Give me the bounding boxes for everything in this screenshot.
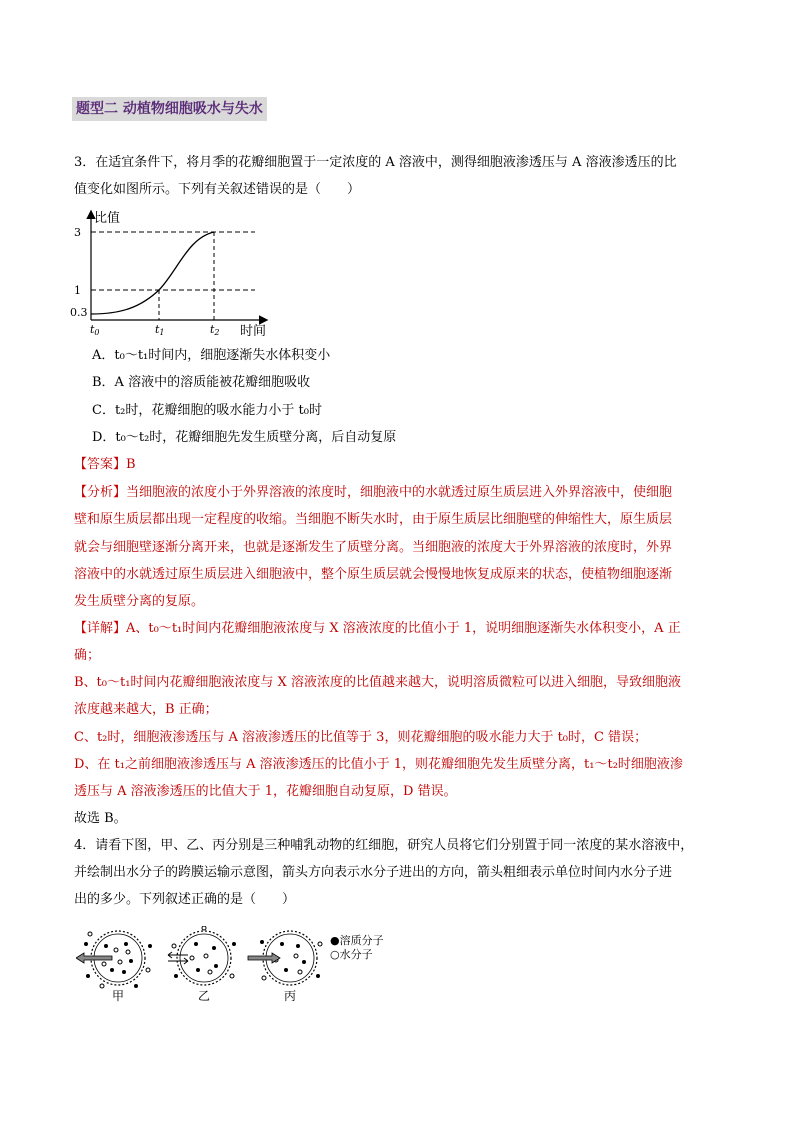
ytick-1: 1 [74,284,81,297]
q3-detail-line-3: B、t₀～t₁时间内花瓣细胞液浓度与 X 溶液浓度的比值越来越大，说明溶质微粒可以进入细胞，导致细胞液 [74,675,681,690]
q3-detail-line-7: 透压与 A 溶液渗透压的比值大于 1，花瓣细胞自动复原，D 错误。 [74,784,457,799]
legend-solute: ●溶质分子 [330,934,384,947]
q3-stem-line-2: 值变化如图所示。下列有关叙述错误的是（ ） [74,182,361,197]
q3-analysis-line-3: 就会与细胞壁逐渐分离开来，也就是逐渐发生了质壁分离。当细胞液的浓度大于外界溶液的浓度时，外界 [74,540,673,555]
q3-option-c: C．t₂时，花瓣细胞的吸水能力小于 t₀时 [92,403,322,418]
xtick-t0: t0 [90,323,100,336]
ratio-curve-figure [70,208,280,336]
label-yi: 乙 [198,989,211,1003]
q4-stem-line-1: 4．请看下图，甲、乙、丙分别是三种哺乳动物的红细胞，研究人员将它们分别置于同一浓度的某水溶液中， [74,838,694,853]
q3-conclusion: 故选 B。 [74,811,127,826]
q3-detail-line-5: C、t₂时，细胞液渗透压与 A 溶液渗透压的比值等于 3，则花瓣细胞的吸水能力大于 t₀时，C 错误； [74,730,648,745]
q3-stem-line-1: 3．在适宜条件下，将月季的花瓣细胞置于一定浓度的 A 溶液中，测得细胞液渗透压与 A 溶液渗透压的比 [74,155,677,170]
q3-option-b: B．A 溶液中的溶质能被花瓣细胞吸收 [92,375,311,390]
red-cell-diagram [76,926,406,1006]
xtick-t1: t1 [155,323,165,336]
cell-jia [76,931,152,988]
xtick-t2: t2 [210,323,220,336]
label-bing: 丙 [284,989,297,1003]
x-axis-label: 时间 [240,324,267,336]
q3-answer: 【答案】B [74,457,136,472]
q3-analysis-line-2: 壁和原生质层都出现一定程度的收缩。当细胞不断失水时，由于原生质层比细胞壁的伸缩性大，原生质层 [74,512,673,527]
q4-stem-line-2: 并绘制出水分子的跨膜运输示意图，箭头方向表示水分子进出的方向，箭头粗细表示单位时间内水分子进 [74,865,673,880]
ytick-0-3: 0.3 [70,306,88,319]
q3-analysis-line-1: 【分析】当细胞液的浓度小于外界溶液的浓度时，细胞液中的水就透过原生质层进入外界溶液中，使细胞 [74,485,673,500]
q4-stem-line-3: 出的多少。下列叙述正确的是（ ） [74,892,296,907]
ytick-3: 3 [74,226,81,239]
q3-detail-line-1: 【详解】A、t₀～t₁时间内花瓣细胞液浓度与 X 溶液浓度的比值小于 1，说明细胞逐渐失水体积变小，A 正 [74,621,681,636]
cell-yi [168,926,236,985]
cell-bing [248,931,322,985]
y-axis-label: 比值 [94,211,121,226]
section-title: 题型二 动植物细胞吸水与失水 [72,97,267,121]
q3-analysis-line-5: 发生质壁分离的复原。 [74,594,205,609]
q3-option-d: D．t₀～t₂时，花瓣细胞先发生质壁分离，后自动复原 [92,430,397,445]
q3-detail-line-4: 浓度越来越大，B 正确； [74,702,218,717]
label-jia: 甲 [112,989,125,1003]
q3-detail-line-2: 确； [74,648,101,663]
q3-analysis-line-4: 溶液中的水就透过原生质层进入细胞液中，整个原生质层就会慢慢地恢复成原来的状态，使植物细胞逐渐 [74,567,673,582]
ratio-curve [91,232,214,314]
q3-detail-line-6: D、在 t₁之前细胞液渗透压与 A 溶液渗透压的比值小于 1，则花瓣细胞先发生质壁分离，t₁～t₂时细胞液渗 [74,757,683,772]
legend-water: ○水分子 [330,948,373,961]
q3-option-a: A．t₀～t₁时间内，细胞逐渐失水体积变小 [92,348,331,363]
